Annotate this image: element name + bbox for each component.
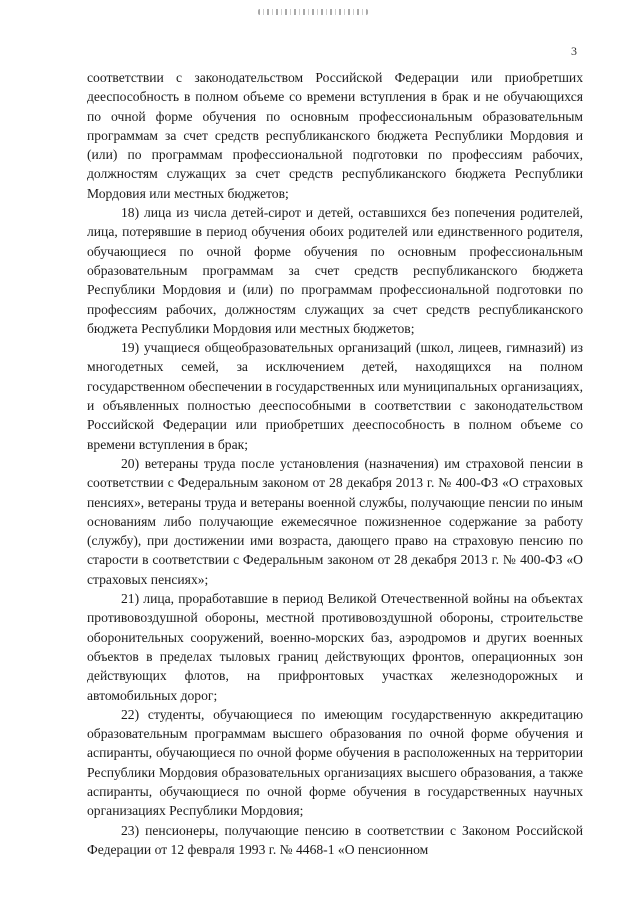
paragraph-item-20: 20) ветераны труда после установления (назначения) им страховой пенсии в соответствии с Федеральным законом от 28 декабря 2013 г. № 400-ФЗ «О страховых пенсиях», ветераны труда и ветераны военной службы, получающие пенсии по иным основаниям либо получающие ежемесячное пожизненное содержание за работу (службу), при достижении ими возраста, дающего право на страховую пенсию по старости в соответствии с Федеральным законом от 28 декабря 2013 г. № 400-ФЗ «О страховых пенсиях»; [87,455,583,587]
page-number: 3 [571,44,577,58]
scan-artifact-mark [258,9,368,15]
paragraph-continuation: соответствии с законодательством Российской Федерации или приобретших дееспособность в полном объеме со времени вступления в брак и не обучающихся по очной форме обучения по основным профессиональным образовательным программам за счет средств республиканского бюджета Республики Мордовия и (или) по программам профессиональной подготовки по профессиям рабочих, должностям служащих за счет средств республиканского бюджета Республики Мордовия или местных бюджетов; [87,70,583,201]
paragraph-item-18: 18) лица из числа детей-сирот и детей, оставшихся без попечения родителей, лица, потерявшие в период обучения обоих родителей или единственного родителя, обучающиеся по очной форме обучения по основным профессиональным образовательным программам за счет средств республиканского бюджета Республики Мордовия и (или) по программам профессиональной подготовки по профессиям рабочих, должностям служащих за счет средств республиканского бюджета Республики Мордовия или местных бюджетов; [87,205,583,336]
document-body [87,68,583,859]
paragraph-item-19: 19) учащиеся общеобразовательных организаций (школ, лицеев, гимназий) из многодетных семей, за исключением детей, находящихся на полном государственном обеспечении в государственных или муниципальных организациях, и объявленных полностью дееспособными в соответствии с законодательством Российской Федерации или приобретших дееспособность в полном объеме со времени вступления в брак; [87,340,583,452]
paragraph-item-21: 21) лица, проработавшие в период Великой Отечественной войны на объектах противовоздушной обороны, местной противовоздушной обороны, строительстве оборонительных сооружений, военно-морских баз, аэродромов и других военных объектов в пределах тыловых границ действующих фронтов, операционных зон действующих флотов, на прифронтовых участках железнодорожных и автомобильных дорог; [87,591,583,703]
paragraph-item-23: 23) пенсионеры, получающие пенсию в соответствии с Законом Российской Федерации от 12 февраля 1993 г. № 4468-1 «О пенсионном [87,822,583,857]
paragraph-item-22: 22) студенты, обучающиеся по имеющим государственную аккредитацию образовательным программам высшего образования по очной форме обучения и аспиранты, обучающиеся по очной форме обучения в расположенных на территории Республики Мордовия образовательных организациях высшего образования, а также аспиранты, обучающиеся по очной форме обучения в государственных научных организациях Республики Мордовия; [87,706,583,819]
